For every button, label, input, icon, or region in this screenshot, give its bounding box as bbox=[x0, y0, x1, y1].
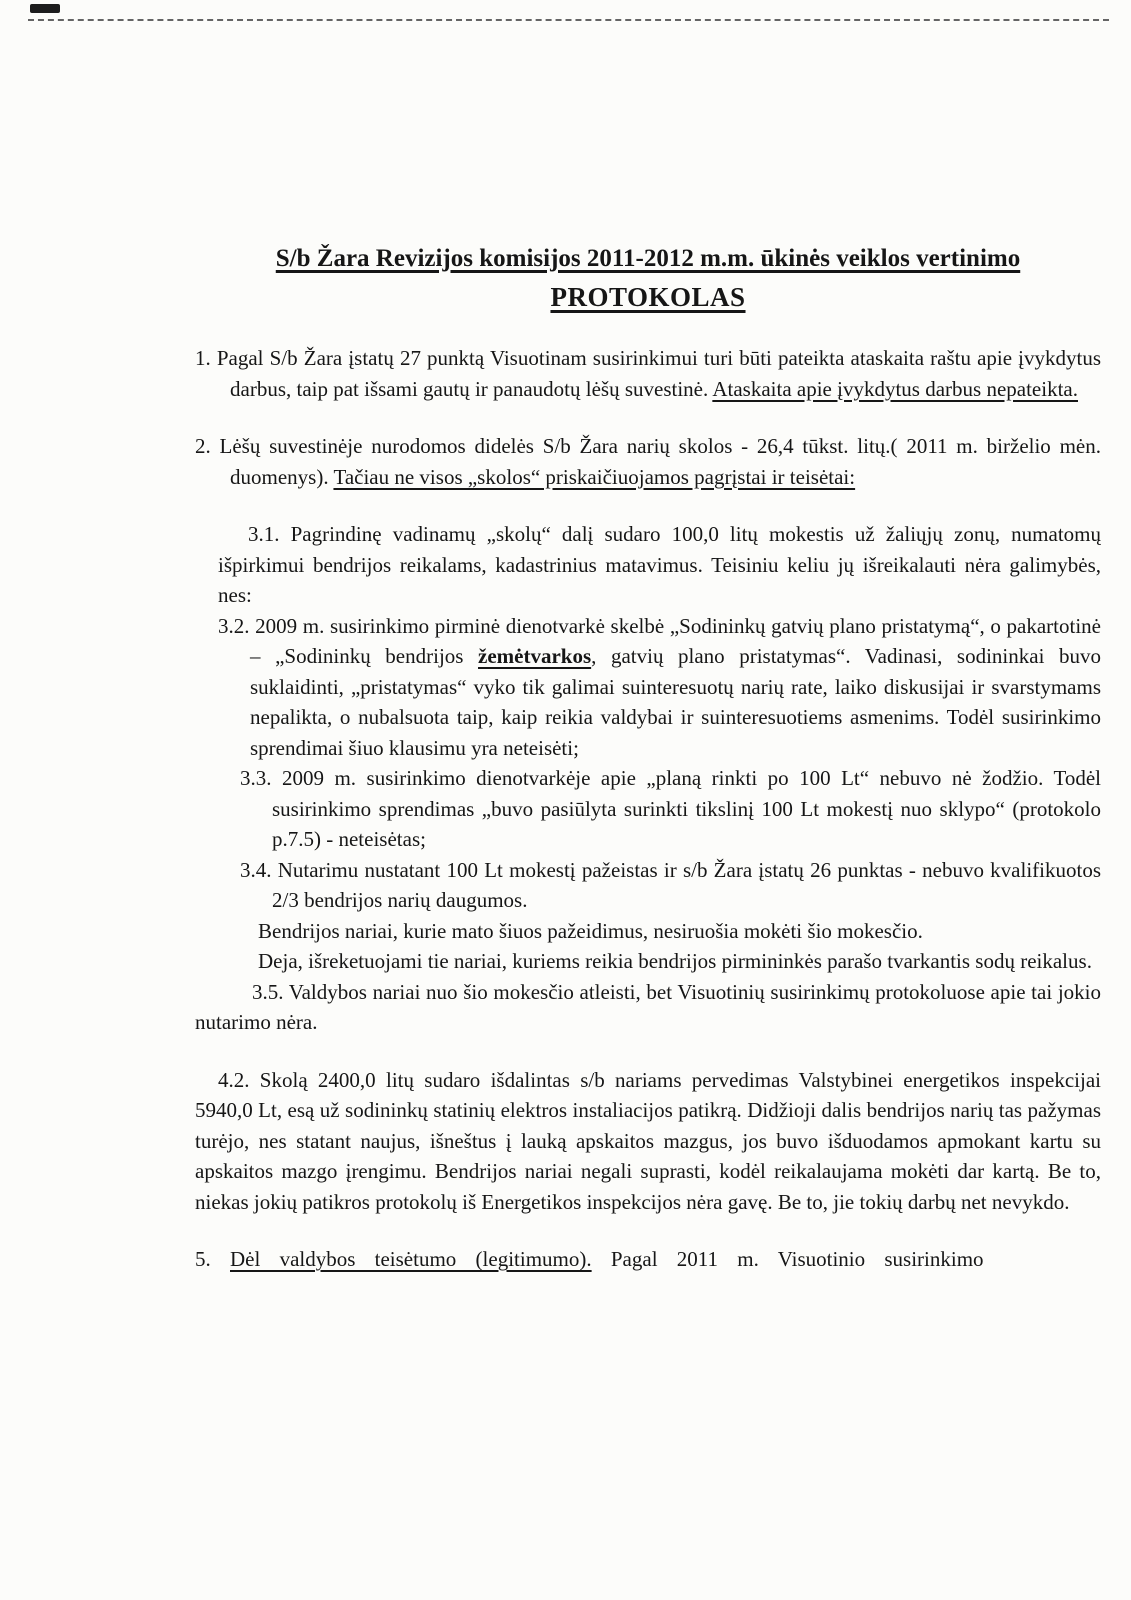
text-segment: 3.1. Pagrindinę vadinamų „skolų“ dalį sudaro 100,0 litų mokestis už žaliųjų zonų, numatomų išpirkimui bendrijos reikalams, kadastrinius matavimus. Teisiniu keliu jų išreikalauti nėra galimybės, nes: bbox=[218, 522, 1101, 607]
text-segment: 1. Pagal S/b Žara įstatų 27 punktą Visuotinam susirinkimui turi būti pateikta ataskaita raštu apie įvykdytus darbus, taip pat išsami gautų ir panaudotų lėšų suvestinė. bbox=[195, 346, 1101, 401]
title-line-2 bbox=[195, 278, 1101, 316]
text-segment-underlined: Dėl valdybos teisėtumo (legitimumo). bbox=[230, 1247, 592, 1271]
paragraph-5 bbox=[195, 1244, 1101, 1275]
text-segment: 2. Lėšų suvestinėje nurodomos didelės S/b Žara narių skolos - 26,4 tūkst. litų.( 2011 m. birželio mėn. duomenys). bbox=[195, 434, 1101, 489]
text-segment: 5. bbox=[195, 1247, 230, 1271]
text-segment-underlined: Ataskaita apie įvykdytus darbus nepateikta. bbox=[712, 376, 1078, 401]
text-segment: Pagal 2011 m. Visuotinio susirinkimo bbox=[591, 1247, 984, 1271]
scan-fold-dashed-line bbox=[28, 19, 1109, 21]
text-segment: Bendrijos nariai, kurie mato šiuos pažeidimus, nesiruošia mokėti šio mokesčio. bbox=[258, 918, 923, 943]
text-segment: 3.2. 2009 m. susirinkimo pirminė dienotvarkė skelbė „Sodininkų gatvių plano pristatymą“, o pakartotinė – „Sodininkų bendrijos bbox=[218, 613, 1101, 668]
title-line-1-text: S/b Žara Revizijos komisijos 2011-2012 m.m. ūkinės veiklos vertinimo bbox=[275, 245, 1021, 272]
paragraph-3-1 bbox=[218, 519, 1101, 611]
title-line-2-text: PROTOKOLAS bbox=[550, 282, 746, 312]
paragraph-2 bbox=[195, 431, 1101, 492]
paragraph-1 bbox=[195, 343, 1101, 404]
paragraph-3-4-note-2 bbox=[258, 946, 1101, 977]
paragraph-3-2 bbox=[218, 611, 1101, 764]
text-segment: Deja, išreketuojami tie nariai, kuriems reikia bendrijos pirmininkės parašo tvarkantis sodų reikalus. bbox=[258, 949, 1092, 973]
text-segment: 4.2. Skolą 2400,0 litų sudaro išdalintas s/b nariams pervedimas Valstybinei energetikos inspekcijai 5940,0 Lt, esą už sodininkų statinių elektros instaliacijos patikrą. Didžioji dalis bendrijos narių tas pažymas turėjo, nes statant naujus, išneštus į lauką apskaitos mazgus, jos buvo išduodamos apmokant kartu su apskaitos mazgo įrengimu. Bendrijos nariai negali suprasti, kodėl reikalaujama mokėti dar kartą. Be to, niekas jokių patikros protokolų iš Energetikos inspekcijos nėra gavę. Be to, jie tokių darbų net nevykdo. bbox=[195, 1067, 1101, 1214]
text-segment-bold-underlined: žemėtvarkos bbox=[478, 644, 592, 668]
text-segment: 3.4. Nutarimu nustatant 100 Lt mokestį pažeistas ir s/b Žara įstatų 26 punktas - nebuvo kvalifikuotos 2/3 bendrijos narių daugumos. bbox=[240, 857, 1101, 912]
paragraph-3-4-note-1 bbox=[258, 916, 1101, 947]
document-content bbox=[195, 240, 1101, 1275]
paragraph-4-2 bbox=[195, 1065, 1101, 1218]
text-segment-underlined: Tačiau ne visos „skolos“ priskaičiuojamos pagrįstai ir teisėtai: bbox=[333, 464, 856, 489]
text-segment: 3.3. 2009 m. susirinkimo dienotvarkėje apie „planą rinkti po 100 Lt“ nebuvo nė žodžio. Todėl susirinkimo sprendimas „buvo pasiūlyta surinkti tikslinį 100 Lt mokestį nuo sklypo“ (protokolo p.7.5) - neteisėtas; bbox=[240, 766, 1101, 851]
document-title bbox=[195, 240, 1101, 316]
paragraph-3-5 bbox=[195, 977, 1101, 1038]
text-segment: 3.5. Valdybos nariai nuo šio mokesčio atleisti, bet Visuotinių susirinkimų protokoluose apie tai jokio nutarimo nėra. bbox=[195, 979, 1101, 1034]
text-segment: , gatvių plano pristatymas“. Vadinasi, sodininkai buvo suklaidinti, „pristatymas“ vyko tik galimai suinteresuotų narių rate, laiko diskusijai ir svarstymams nepalikta, o nubalsuota taip, kaip reikia valdybai ir suinteresuotiems asmenims. Todėl susirinkimo sprendimai šiuo klausimu yra neteisėti; bbox=[250, 644, 1101, 760]
paragraph-3-3 bbox=[240, 763, 1101, 855]
title-line-1 bbox=[195, 240, 1101, 278]
scan-corner-mark bbox=[30, 4, 60, 13]
paragraph-3-4 bbox=[240, 855, 1101, 916]
